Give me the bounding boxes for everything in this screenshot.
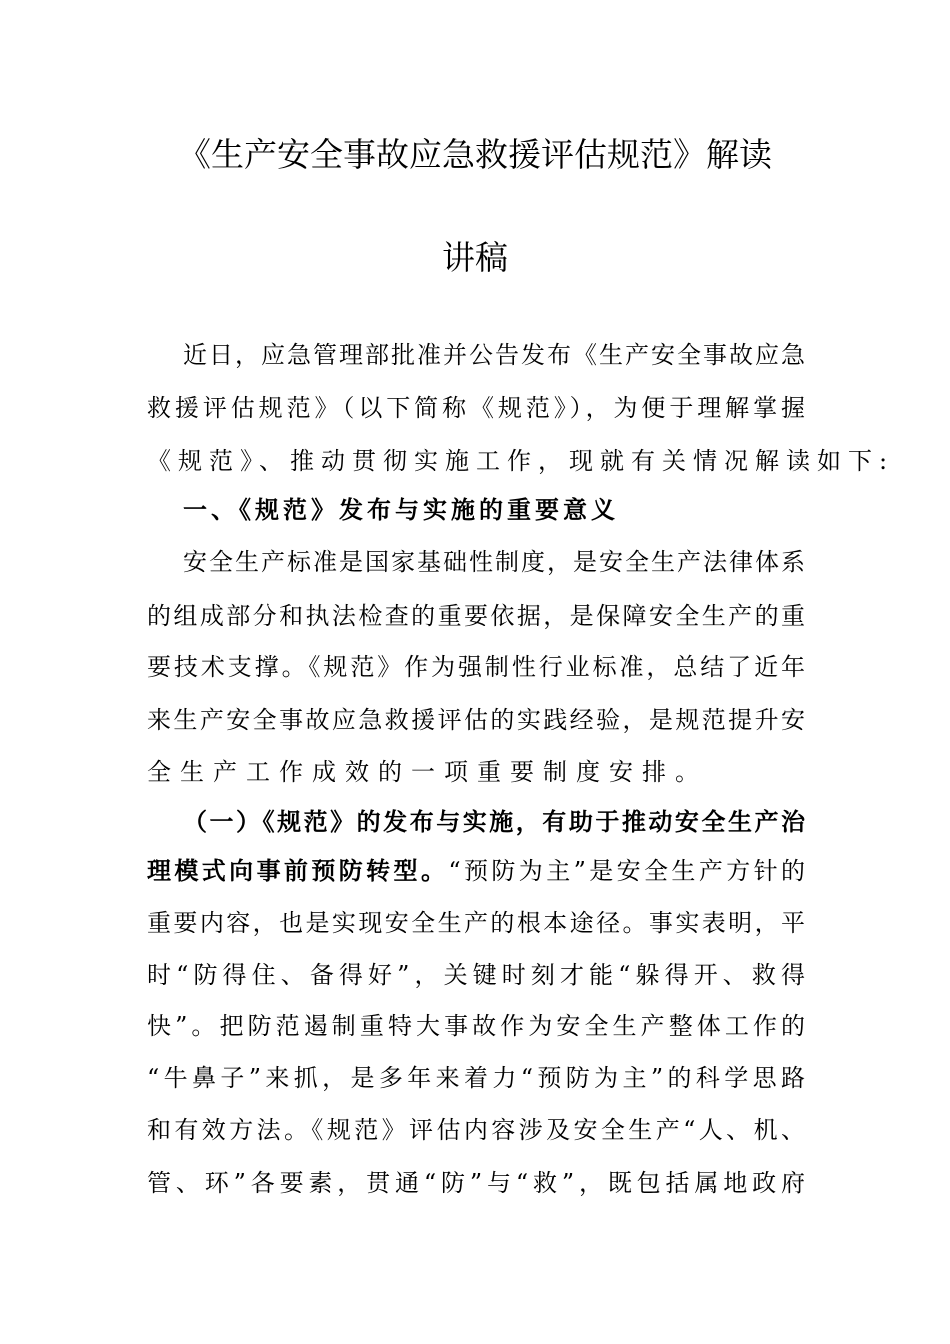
paragraph-line: 快”。把防范遏制重特大事故作为安全生产整体工作的 xyxy=(147,1012,805,1040)
document-title: 《生产安全事故应急救援评估规范》解读 xyxy=(178,135,772,174)
paragraph-line: 管、环”各要素，贯通“防”与“救”，既包括属地政府 xyxy=(147,1169,805,1197)
subheading-line: （一）《规范》的发布与实施，有助于推动安全生产治 xyxy=(183,808,805,836)
paragraph-text: “预防为主”是安全生产方针的 xyxy=(448,857,806,885)
subheading-text: 理模式向事前预防转型。 xyxy=(147,857,449,885)
paragraph-line: 和有效方法。《规范》评估内容涉及安全生产“人、机、 xyxy=(147,1116,805,1144)
paragraph-line: 安全生产标准是国家基础性制度，是安全生产法律体系 xyxy=(183,548,805,576)
document-title-line2: 讲稿 xyxy=(442,238,508,277)
paragraph-line: 近日，应急管理部批准并公告发布《生产安全事故应急 xyxy=(183,341,805,369)
paragraph-line: 救援评估规范》（以下简称《规范》），为便于理解掌握 xyxy=(147,394,805,422)
paragraph-line: 全生产工作成效的一项重要制度安排。 xyxy=(147,758,708,786)
section-heading: 一、《规范》发布与实施的重要意义 xyxy=(183,496,619,524)
paragraph-line: 重要内容，也是实现安全生产的根本途径。事实表明，平 xyxy=(147,909,805,937)
paragraph-line: 时“防得住、备得好”，关键时刻才能“躲得开、救得 xyxy=(147,961,805,989)
paragraph-line: 《规范》、推动贯彻实施工作，现就有关情况解读如下: xyxy=(147,447,895,475)
paragraph-line: 来生产安全事故应急救援评估的实践经验，是规范提升安 xyxy=(147,706,805,734)
paragraph-line: 要技术支撑。《规范》作为强制性行业标准，总结了近年 xyxy=(147,653,805,681)
paragraph-line: 的组成部分和执法检查的重要依据，是保障安全生产的重 xyxy=(147,602,805,630)
paragraph-line: “牛鼻子”来抓，是多年来着力“预防为主”的科学思路 xyxy=(147,1064,805,1092)
paragraph-line xyxy=(147,857,805,885)
